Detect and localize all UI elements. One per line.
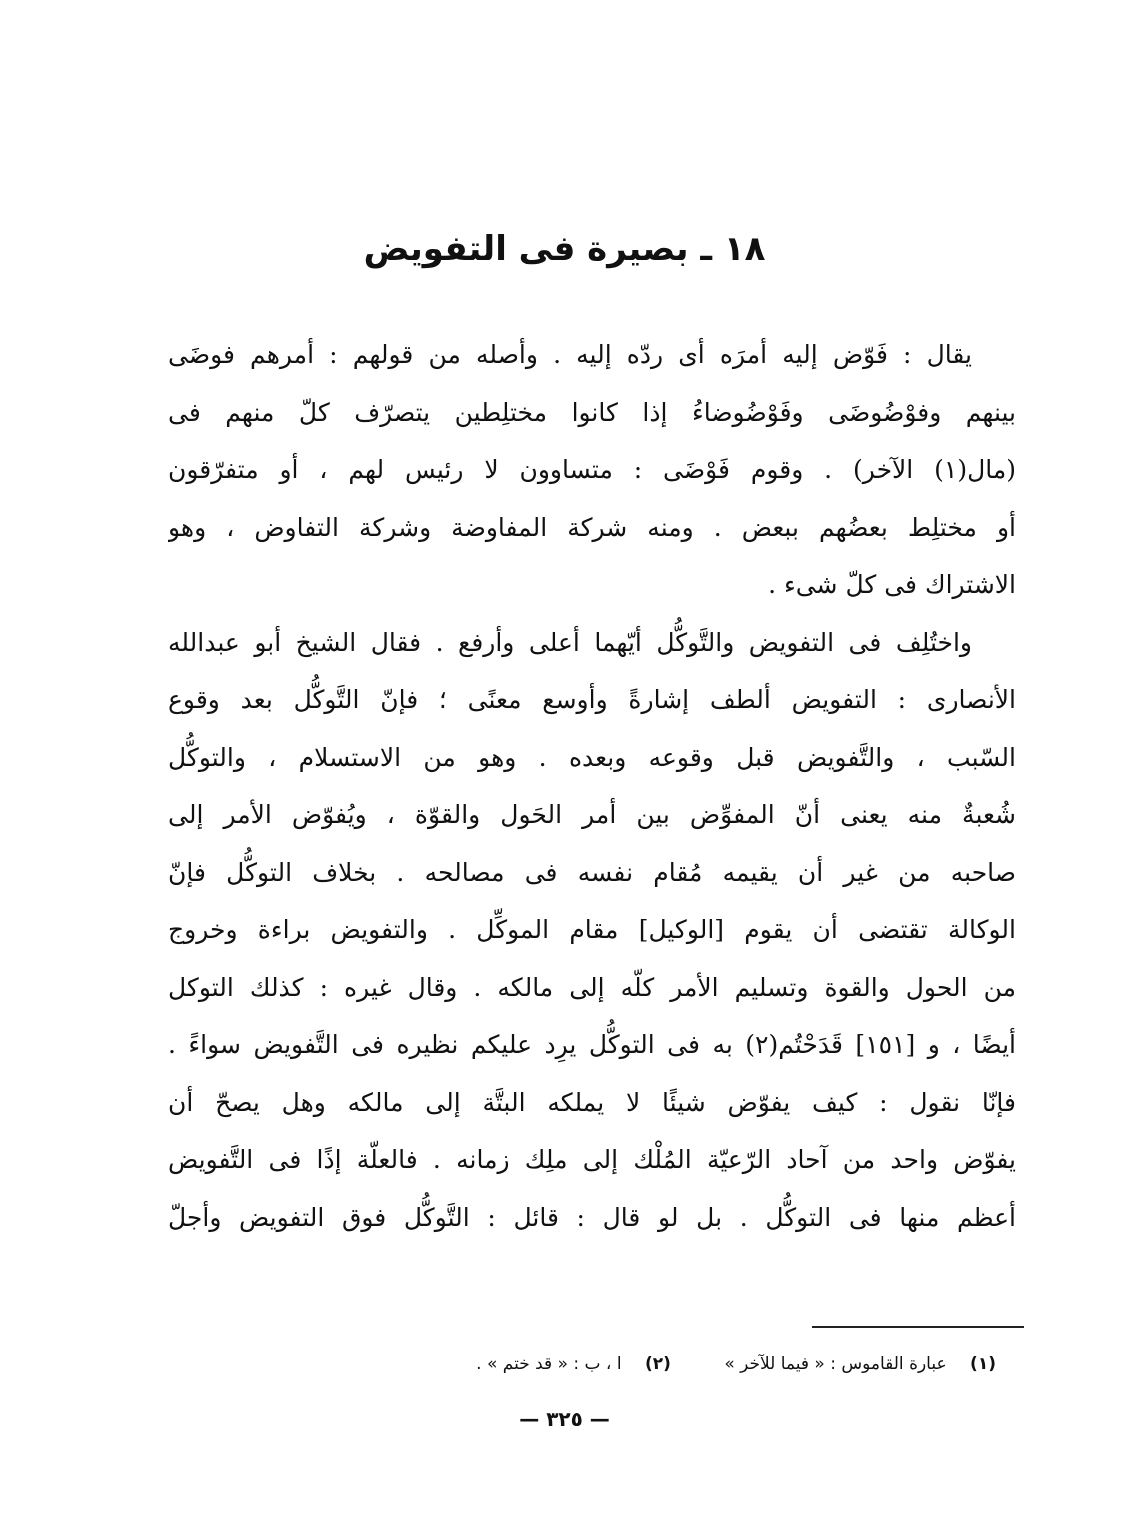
- footnotes: [300, 1350, 996, 1378]
- text-line: فإنّا نقول : كيف يفوّض شيئًا لا يملكه البتَّة إلى مالكه وهل يصحّ أن: [168, 1087, 1016, 1117]
- footnote-number: (٢): [644, 1354, 671, 1374]
- footnote-text: عبارة القاموس : « فيما للآخر »: [724, 1354, 947, 1374]
- text-line: بينهم وفوْضُوضَى وفَوْضُوضاءُ إذا كانوا مختلِطين يتصرّف كلّ منهم فى: [168, 397, 1016, 427]
- footnote-2: [476, 1350, 671, 1378]
- text-line: صاحبه من غير أن يقيمه مُقام نفسه فى مصالحه . بخلاف التوكُّل فإنّ: [168, 857, 1016, 887]
- text-line: السّبب ، والتَّفويض قبل وقوعه وبعده . وهو من الاستسلام ، والتوكُّل: [168, 742, 1016, 772]
- text-line: واختُلِف فى التفويض والتَّوكُّل أيّهما أعلى وأرفع . فقال الشيخ أبو عبدالله: [168, 627, 972, 657]
- text-line: من الحول والقوة وتسليم الأمر كلّه إلى مالكه . وقال غيره : كذلك التوكل: [168, 972, 1016, 1002]
- text-line: شُعبةٌ منه يعنى أنّ المفوِّض بين أمر الحَول والقوّة ، ويُفوّض الأمر إلى: [168, 800, 1016, 829]
- text-line: أو مختلِط بعضُهم ببعض . ومنه شركة المفاوضة وشركة التفاوض ، وهو: [168, 512, 1016, 542]
- text-line: أعظم منها فى التوكُّل . بل لو قال : قائل : التَّوكُّل فوق التفويض وأجلّ: [168, 1202, 1016, 1232]
- text-line: الاشتراك فى كلّ شىء .: [768, 570, 1016, 599]
- footnote-divider: [812, 1326, 1024, 1328]
- main-text: [168, 326, 1016, 1246]
- page-number: — ٣٢٥ —: [519, 1407, 610, 1431]
- text-line: الوكالة تقتضى أن يقوم [الوكيل] مقام الموكِّل . والتفويض براءة وخروج: [168, 915, 1016, 944]
- text-line: يقال : فَوّض إليه أمرَه أى ردّه إليه . وأصله من قولهم : أمرهم فوضَى: [168, 340, 972, 369]
- text-line: (مال(١) الآخر) . وقوم فَوْضَى : متساوون لا رئيس لهم ، أو متفرّقون: [168, 455, 1016, 484]
- footnote-text: ا ، ب : « قد ختم » .: [476, 1354, 622, 1374]
- text-line: يفوّض واحد من آحاد الرّعيّة المُلْك إلى ملِك زمانه . فالعلّة إذًا فى التَّفويض: [168, 1145, 1016, 1174]
- footnote-1: [724, 1350, 996, 1378]
- text-line: أيضًا ، و [١٥١] قَدَحْتُم(٢) به فى التوكُّل يرِد عليكم نظيره فى التَّفويض سواءً .: [168, 1030, 1016, 1059]
- text-line: الأنصارى : التفويض ألطف إشارةً وأوسع معنًى ؛ فإنّ التَّوكُّل بعد وقوع: [168, 685, 1016, 714]
- chapter-title: ١٨ ـ بصيرة فى التفويض: [363, 229, 766, 269]
- footnote-number: (١): [970, 1354, 996, 1374]
